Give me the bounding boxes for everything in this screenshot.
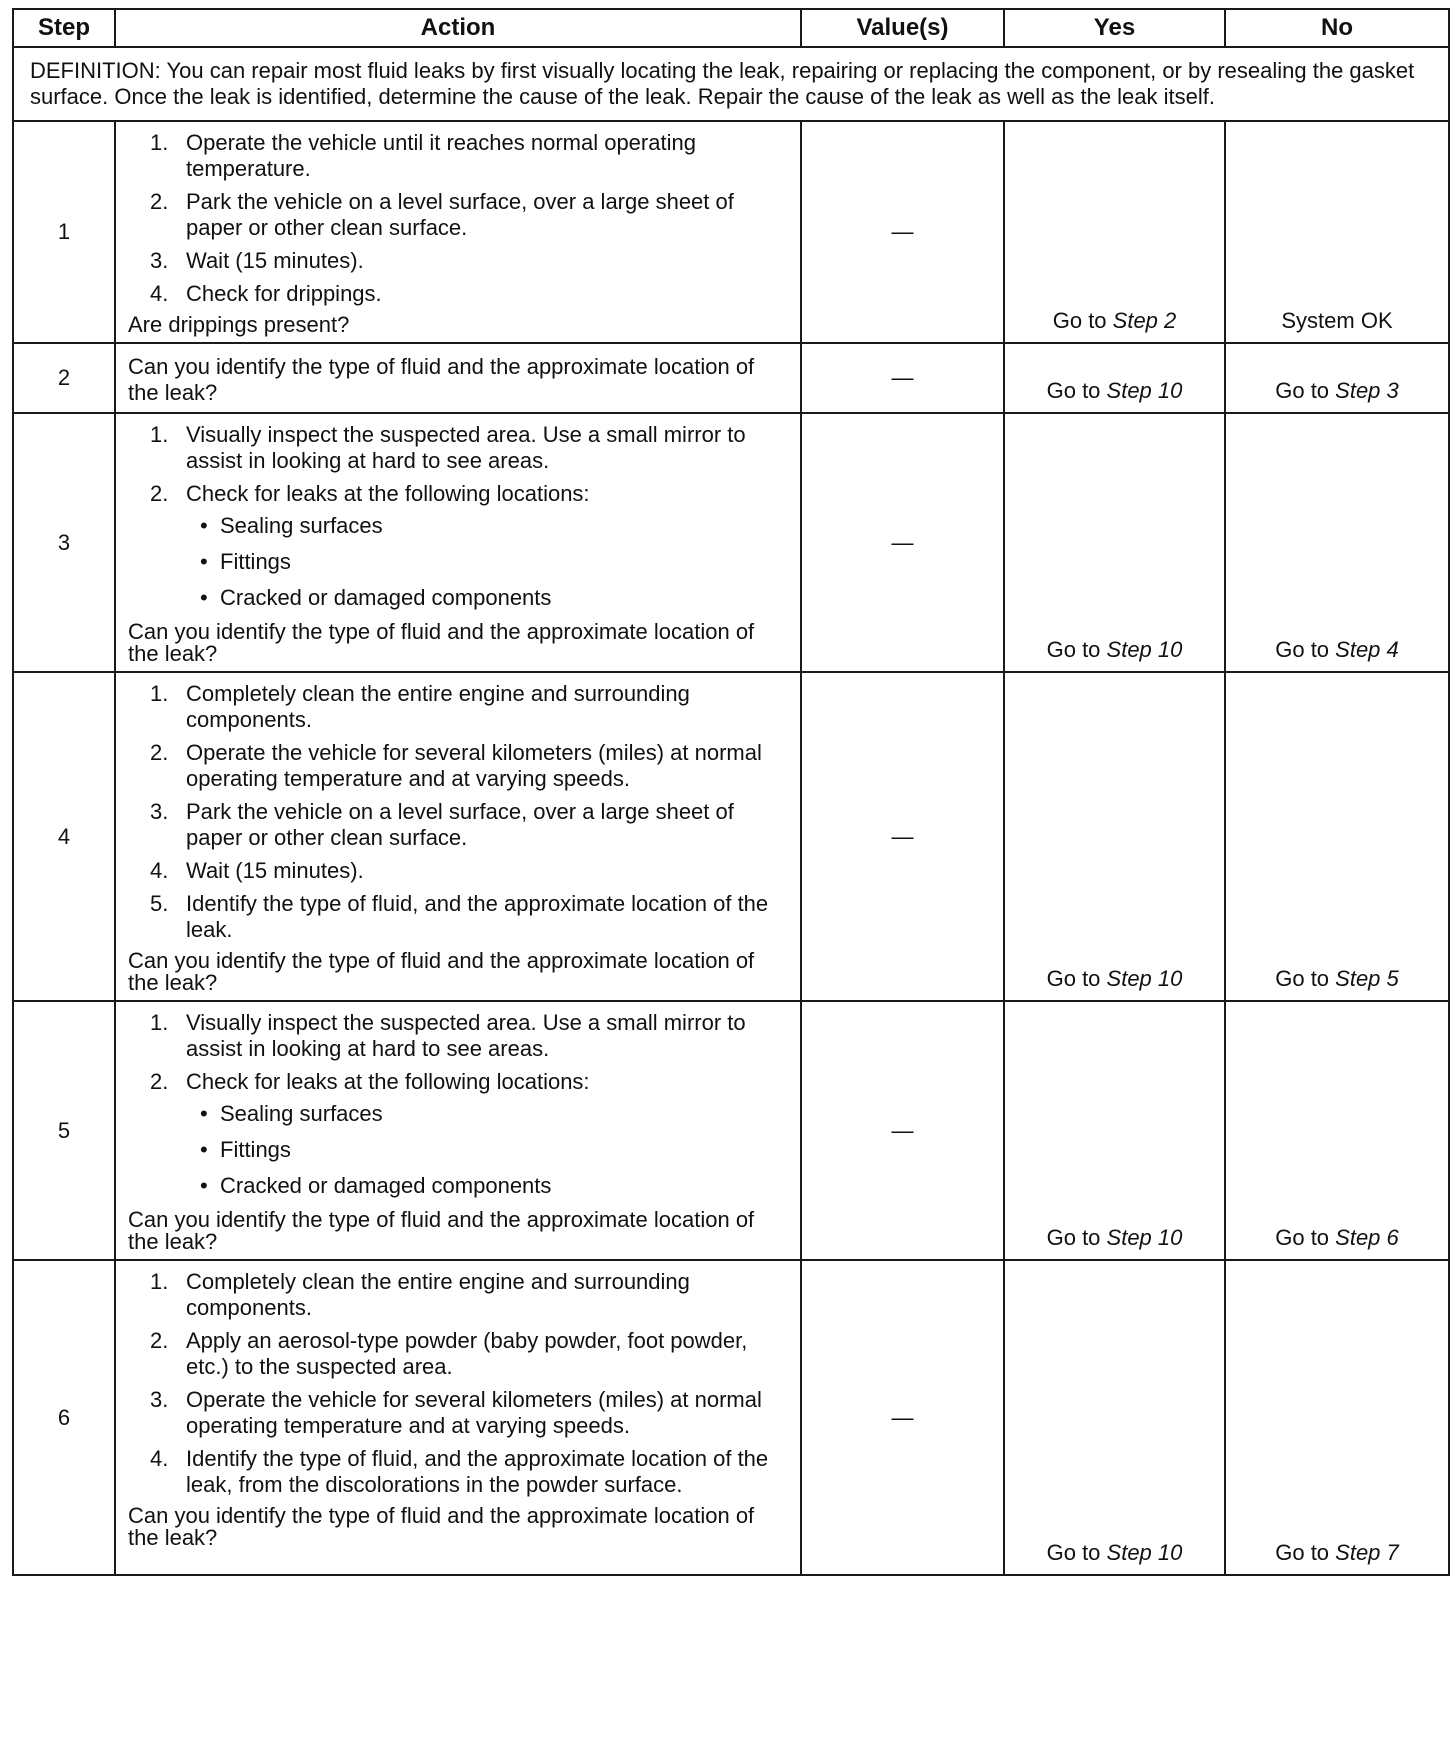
yes-action-text: Go to (1046, 378, 1107, 403)
action-question: Are drippings present? (128, 312, 350, 337)
definition-text: DEFINITION: You can repair most fluid leaks by first visually locating the leak, repairing or replacing the component, or by resealing the gasket surface. Once the leak is identified, determine the cause of the leak. Repair the cause of the leak as well as the leak itself. (13, 47, 1449, 121)
action-item-text: Operate the vehicle for several kilometers (miles) at normal operating temperature and at varying speeds. (186, 740, 762, 791)
location-item (186, 585, 786, 611)
action-item-number: 2. (150, 1069, 169, 1094)
action-item (128, 740, 786, 792)
diagnostic-table-page (12, 8, 1448, 1576)
action-item-number: 1. (150, 681, 169, 706)
location-item-text: Fittings (220, 1137, 291, 1162)
table-row (13, 1001, 1449, 1260)
yes-step-link: Step 10 (1106, 378, 1183, 403)
value-cell: — (801, 413, 1004, 672)
action-list (128, 681, 786, 943)
action-item (128, 422, 786, 474)
action-item-text: Wait (15 minutes). (186, 858, 364, 883)
action-item-number: 4. (150, 281, 169, 306)
value-cell: — (801, 343, 1004, 413)
no-action-text: System OK (1281, 308, 1393, 333)
action-item-text: Identify the type of fluid, and the approximate location of the leak. (186, 891, 769, 942)
action-item-number: 2. (150, 1328, 169, 1353)
value-cell: — (801, 1001, 1004, 1260)
action-item-number: 1. (150, 130, 169, 155)
no-action-text: Go to (1275, 637, 1336, 662)
action-item-text: Visually inspect the suspected area. Use a small mirror to assist in looking at hard to see areas. (186, 1010, 746, 1061)
action-item-text: Visually inspect the suspected area. Use a small mirror to assist in looking at hard to see areas. (186, 422, 746, 473)
bullet-icon: • (200, 1137, 208, 1162)
action-item-number: 3. (150, 248, 169, 273)
action-cell (115, 413, 801, 672)
no-cell (1225, 672, 1449, 1001)
action-item (128, 1387, 786, 1439)
no-step-link: Step 6 (1335, 1225, 1399, 1250)
location-item-text: Sealing surfaces (220, 1101, 383, 1126)
value-cell: — (801, 1260, 1004, 1575)
value-cell: — (801, 121, 1004, 343)
table-row (13, 1260, 1449, 1575)
yes-action-text: Go to (1046, 637, 1107, 662)
action-item (128, 189, 786, 241)
action-question: Can you identify the type of fluid and the approximate location of the leak? (128, 1207, 755, 1254)
action-item-number: 3. (150, 799, 169, 824)
no-cell (1225, 343, 1449, 413)
no-action-text: Go to (1275, 1540, 1336, 1565)
action-list (128, 130, 786, 307)
step-number: 1 (13, 121, 115, 343)
action-item-text: Park the vehicle on a level surface, over a large sheet of paper or other clean surface. (186, 799, 734, 850)
action-cell (115, 672, 801, 1001)
action-list (128, 1010, 786, 1199)
location-item-text: Fittings (220, 549, 291, 574)
yes-cell (1004, 413, 1225, 672)
action-item-number: 4. (150, 1446, 169, 1471)
no-step-link: Step 7 (1335, 1540, 1399, 1565)
no-cell (1225, 413, 1449, 672)
location-item-text: Sealing surfaces (220, 513, 383, 538)
action-item (128, 130, 786, 182)
action-list (128, 422, 786, 611)
action-cell (115, 1001, 801, 1260)
location-item (186, 549, 786, 575)
yes-step-link: Step 10 (1106, 966, 1183, 991)
action-item (128, 1446, 786, 1498)
yes-action-text: Go to (1046, 966, 1107, 991)
yes-step-link: Step 10 (1106, 1540, 1183, 1565)
yes-action-text: Go to (1046, 1225, 1107, 1250)
action-item-text: Operate the vehicle until it reaches normal operating temperature. (186, 130, 696, 181)
no-action-text: Go to (1275, 378, 1336, 403)
yes-step-link: Step 10 (1106, 1225, 1183, 1250)
action-item-number: 1. (150, 1269, 169, 1294)
no-cell (1225, 1260, 1449, 1575)
header-no: No (1225, 9, 1449, 47)
action-question: Can you identify the type of fluid and the approximate location of the leak? (128, 619, 755, 666)
action-item-number: 2. (150, 740, 169, 765)
action-item-text: Check for drippings. (186, 281, 382, 306)
table-row (13, 413, 1449, 672)
yes-cell (1004, 1001, 1225, 1260)
action-item-number: 5. (150, 891, 169, 916)
yes-cell (1004, 1260, 1225, 1575)
no-action-text: Go to (1275, 1225, 1336, 1250)
no-step-link: Step 4 (1335, 637, 1399, 662)
action-item (128, 799, 786, 851)
step-number: 6 (13, 1260, 115, 1575)
action-item-number: 2. (150, 481, 169, 506)
action-item-text: Apply an aerosol-type powder (baby powder, foot powder, etc.) to the suspected area. (186, 1328, 748, 1379)
no-action-text: Go to (1275, 966, 1336, 991)
bullet-icon: • (200, 585, 208, 610)
header-values: Value(s) (801, 9, 1004, 47)
bullet-icon: • (200, 1101, 208, 1126)
action-item (128, 681, 786, 733)
action-item-text: Check for leaks at the following locations: (186, 481, 590, 506)
action-list (128, 1269, 786, 1498)
yes-cell (1004, 343, 1225, 413)
header-action: Action (115, 9, 801, 47)
action-question: Can you identify the type of fluid and the approximate location of the leak? (128, 1503, 755, 1550)
no-step-link: Step 3 (1335, 378, 1399, 403)
action-item-number: 4. (150, 858, 169, 883)
location-item (186, 1137, 786, 1163)
action-item (128, 248, 786, 274)
action-item (128, 1010, 786, 1062)
no-step-link: Step 5 (1335, 966, 1399, 991)
definition-row (13, 47, 1449, 121)
step-number: 4 (13, 672, 115, 1001)
action-item-text: Operate the vehicle for several kilometers (miles) at normal operating temperature and at varying speeds. (186, 1387, 762, 1438)
action-item-number: 1. (150, 1010, 169, 1035)
action-item-text: Identify the type of fluid, and the approximate location of the leak, from the discolorations in the powder surface. (186, 1446, 769, 1497)
location-list (186, 513, 786, 611)
action-item-number: 3. (150, 1387, 169, 1412)
action-item (128, 1269, 786, 1321)
table-row (13, 343, 1449, 413)
no-cell (1225, 1001, 1449, 1260)
header-step: Step (13, 9, 115, 47)
yes-action-text: Go to (1052, 308, 1113, 333)
action-item (128, 1069, 786, 1199)
location-item-text: Cracked or damaged components (220, 1173, 552, 1198)
location-item-text: Cracked or damaged components (220, 585, 552, 610)
action-cell (115, 343, 801, 413)
action-question: Can you identify the type of fluid and the approximate location of the leak? (128, 948, 755, 995)
value-cell: — (801, 672, 1004, 1001)
action-cell (115, 1260, 801, 1575)
action-item-text: Park the vehicle on a level surface, over a large sheet of paper or other clean surface. (186, 189, 734, 240)
step-number: 2 (13, 343, 115, 413)
header-row (13, 9, 1449, 47)
action-item (128, 891, 786, 943)
action-item-text: Completely clean the entire engine and surrounding components. (186, 681, 690, 732)
step-number: 3 (13, 413, 115, 672)
action-item-text: Check for leaks at the following locations: (186, 1069, 590, 1094)
action-item-number: 2. (150, 189, 169, 214)
yes-step-link: Step 2 (1112, 308, 1177, 333)
yes-step-link: Step 10 (1106, 637, 1183, 662)
action-item (128, 281, 786, 307)
step-number: 5 (13, 1001, 115, 1260)
action-cell (115, 121, 801, 343)
location-item (186, 513, 786, 539)
no-cell (1225, 121, 1449, 343)
table-body (13, 47, 1449, 1575)
action-item (128, 858, 786, 884)
table-row (13, 121, 1449, 343)
action-item (128, 1328, 786, 1380)
action-item-text: Wait (15 minutes). (186, 248, 364, 273)
action-item (128, 481, 786, 611)
location-item (186, 1101, 786, 1127)
bullet-icon: • (200, 1173, 208, 1198)
location-item (186, 1173, 786, 1199)
diagnostic-table (12, 8, 1450, 1576)
header-yes: Yes (1004, 9, 1225, 47)
action-item-text: Completely clean the entire engine and surrounding components. (186, 1269, 690, 1320)
yes-cell (1004, 121, 1225, 343)
table-row (13, 672, 1449, 1001)
action-question: Can you identify the type of fluid and the approximate location of the leak? (128, 354, 755, 405)
action-item-number: 1. (150, 422, 169, 447)
bullet-icon: • (200, 549, 208, 574)
yes-action-text: Go to (1046, 1540, 1107, 1565)
location-list (186, 1101, 786, 1199)
yes-cell (1004, 672, 1225, 1001)
bullet-icon: • (200, 513, 208, 538)
